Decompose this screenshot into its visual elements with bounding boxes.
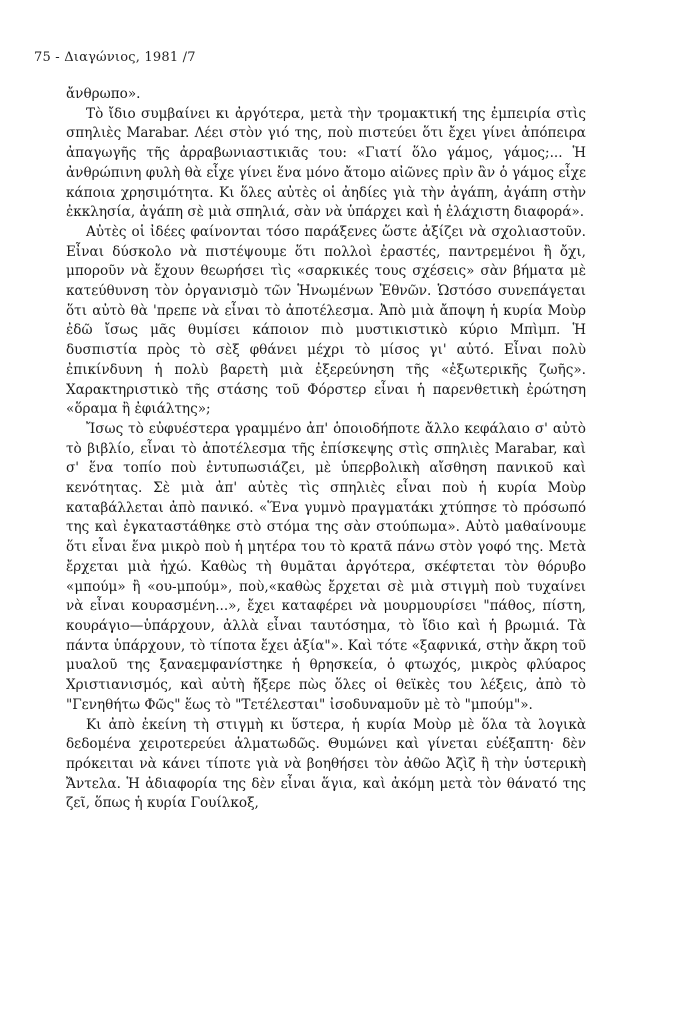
paragraph-continuation: ἄνθρωπο». xyxy=(66,86,141,102)
body-text xyxy=(66,85,586,814)
paragraph: Τὸ ἴδιο συμβαίνει κι ἀργότερα, μετὰ τὴν τρομακτική της ἐμπειρία στὶς σπηλιὲς Marabar. Λέει στὸν γιό της, ποὺ πιστεύει ὅτι ἔχει γίνει ἀπόπειρα ἀπαγωγῆς τῆς ἀρραβωνιαστικιᾶς του: «Γιατί ὅλο γάμος, γάμος;... Ἡ ἀνθρώπινη φυλὴ θὰ εἶχε γίνει ἕνα μόνο ἄτομο αἰῶνες πρὶν ἂν ὁ γάμος εἶχε κάποια χρησιμότητα. Κι ὅλες αὐτὲς οἱ ἀηδίες γιὰ τὴν ἀγάπη, ἀγάπη στὴν ἐκκλησία, ἀγάπη σὲ μιὰ σπηλιά, σὰν νὰ ὑπάρχει καὶ ἡ ἐλάχιστη διαφορά». xyxy=(66,105,586,221)
paragraph: Αὐτὲς οἱ ἰδέες φαίνονται τόσο παράξενες ὥστε ἀξίζει νὰ σχολιαστοῦν. Εἶναι δύσκολο νὰ πιστέψουμε ὅτι πολλοὶ ἐραστές, παντρεμένοι ἢ ὄχι, μποροῦν νὰ ἔχουν θεωρήσει τὶς «σαρκικές τους σχέσεις» σὰν βήματα μὲ κατεύθυνση τὸν ὀργανισμὸ τῶν Ἡνωμένων Ἐθνῶν. Ὡστόσο συνεπάγεται ὅτι αὐτὸ θὰ 'πρεπε νὰ εἶναι τὸ ἀποτέλεσμα. Ἀπὸ μιὰ ἄποψη ἡ κυρία Μοὺρ ἐδῶ ἴσως μᾶς θυμίσει κάποιον πιὸ μυστικιστικὸ κύριο Μπὶμπ. Ἡ δυσπιστία πρὸς τὸ σὲξ φθάνει μέχρι τὸ μίσος γι' αὐτό. Εἶναι πολὺ ἐπικίνδυνη ἡ πολὺ βαρετὴ μιὰ ἐξερεύνηση τῆς «ἐξωτερικῆς ζωῆς». Χαρακτηριστικὸ τῆς στάσης τοῦ Φόρστερ εἶναι ἡ παρενθετικὴ ἐρώτηση «ὅραμα ἢ ἐφιάλτης»; xyxy=(66,223,586,418)
paragraph: Ἴσως τὸ εὐφυέστερα γραμμένο ἀπ' ὁποιοδήποτε ἄλλο κεφάλαιο σ' αὐτὸ τὸ βιβλίο, εἶναι τὸ ἀποτέλεσμα τῆς ἐπίσκεψης στὶς σπηλιὲς Marabar, καὶ σ' ἕνα τοπίο ποὺ ἐντυπωσιάζει, μὲ ὑπερβολικὴ αἴσθηση πανικοῦ καὶ κενότητας. Σὲ μιὰ ἀπ' αὐτὲς τὶς σπηλιὲς εἶναι ποὺ ἡ κυρία Μοὺρ καταβάλλεται ἀπὸ πανικό. «Ἕνα γυμνὸ πραγματάκι χτύπησε τὸ πρόσωπό της καὶ ἐγκαταστάθηκε στὸ στόμα της σὰν στούπωμα». Αὐτὸ μαθαίνουμε ὅτι εἶναι ἕνα μικρὸ ποὺ ἡ μητέρα του τὸ κρατᾶ πάνω στὸν γοφό της. Μετὰ ἔρχεται μιὰ ἠχώ. Καθὼς τὴ θυμᾶται ἀργότερα, σκέφτεται τὸν θόρυβο «μπούμ» ἢ «ου-μπούμ», ποὺ,«καθὼς ἔρχεται σὲ μιὰ στιγμὴ ποὺ τυχαίνει νὰ εἶναι κουρασμένη...», ἔχει καταφέρει νὰ μουρμουρίσει "πάθος, πίστη, κουράγιο—ὑπάρχουν, ἀλλὰ εἶναι ταυτόσημα, τὸ ἴδιο καὶ ἡ βρωμιά. Τὰ πάντα ὑπάρχουν, τὸ τίποτα ἔχει ἀξία"». Καὶ τότε «ξαφνικά, στὴν ἄκρη τοῦ μυαλοῦ της ξαναεμφανίστηκε ἡ θρησκεία, ὁ φτωχός, μικρὸς φλύαρος Χριστιανισμός, καὶ αὐτὴ ἤξερε πὼς ὅλες οἱ θεϊκὲς του λέξεις, ἀπὸ τὸ "Γενηθήτω Φῶς" ἕως τὸ "Τετέλεσται" ἰσοδυναμοῦν μὲ τὸ "μπούμ"». xyxy=(66,420,586,713)
paragraph: Κι ἀπὸ ἐκείνη τὴ στιγμὴ κι ὕστερα, ἡ κυρία Μοὺρ μὲ ὅλα τὰ λογικὰ δεδομένα χειροτερεύει ἁλματωδῶς. Θυμώνει καὶ γίνεται εὐέξαπτη· δὲν πρόκειται νὰ κάνει τίποτε γιὰ νὰ βοηθήσει τὸν ἀθῶο Ἀζὶζ ἢ τὴν ὑστερικὴ Ἄντελα. Ἡ ἀδιαφορία της δὲν εἶναι ἅγια, καὶ ἀκόμη μετὰ τὸν θάνατό της ζεῖ, ὅπως ἡ κυρία Γουίλκοξ, xyxy=(66,716,586,812)
running-header: 75 - Διαγώνιος, 1981 /7 xyxy=(34,50,196,65)
